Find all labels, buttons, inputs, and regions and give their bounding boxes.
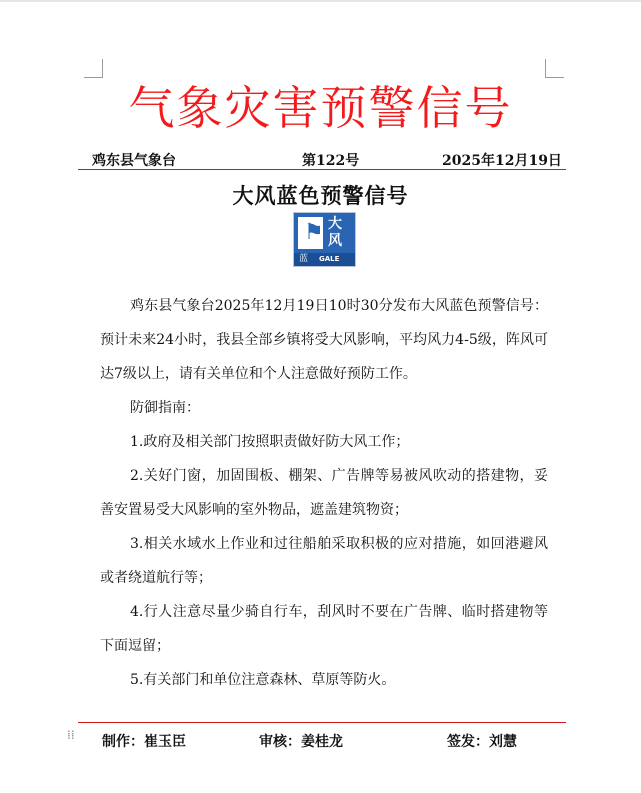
footer-reviewer: 审核：姜桂龙: [259, 734, 343, 750]
margin-corner-top-left: [84, 59, 103, 78]
drag-handle-icon[interactable]: ⁞⁞: [67, 728, 75, 742]
paragraph-guide-heading: 防御指南：: [130, 400, 200, 416]
icon-char-da: 大: [328, 216, 342, 232]
header-title: 气象灾害预警信号: [128, 81, 513, 135]
footer-red-rule: [78, 722, 566, 723]
footer-issuer: 签发：刘慧: [447, 734, 517, 750]
icon-level-label: 蓝: [299, 254, 309, 264]
paragraph-guide-1: 1.政府及相关部门按照职责做好防大风工作；: [130, 434, 410, 450]
flag-icon: ⚑: [298, 217, 323, 249]
issuing-organization: 鸡东县气象台: [92, 153, 176, 169]
gale-blue-warning-icon: [293, 212, 356, 267]
document-body: [100, 289, 548, 697]
issue-date: 2025年12月19日: [442, 153, 562, 169]
paragraph-announcement: 鸡东县气象台2025年12月19日10时30分发布大风蓝色预警信号：预计未来24小时，我县全部乡镇将受大风影响，平均风力4-5级，阵风可达7级以上，请有关单位和个人注意做好预防工作。: [100, 298, 548, 382]
footer-maker: 制作：崔玉臣: [102, 734, 186, 750]
margin-corner-top-right: [545, 59, 564, 78]
paragraph-guide-3: 3.相关水域水上作业和过往船舶采取积极的应对措施，如回港避风或者绕道航行等；: [100, 536, 548, 586]
issue-number: 第122号: [302, 153, 360, 169]
paragraph-guide-5: 5.有关部门和单位注意森林、草原等防火。: [130, 672, 396, 688]
header-red-rule: [78, 169, 566, 170]
icon-char-feng: 风: [328, 233, 342, 249]
paragraph-guide-4: 4.行人注意尽量少骑自行车，刮风时不要在广告牌、临时搭建物等下面逗留；: [100, 604, 548, 654]
paragraph-guide-2: 2.关好门窗，加固围板、棚架、广告牌等易被风吹动的搭建物，妥善安置易受大风影响的室外物品，遮盖建筑物资；: [100, 468, 548, 518]
document-title: 大风蓝色预警信号: [232, 183, 409, 208]
page-top-edge: [0, 0, 641, 2]
icon-english-label: GALE: [319, 255, 340, 263]
